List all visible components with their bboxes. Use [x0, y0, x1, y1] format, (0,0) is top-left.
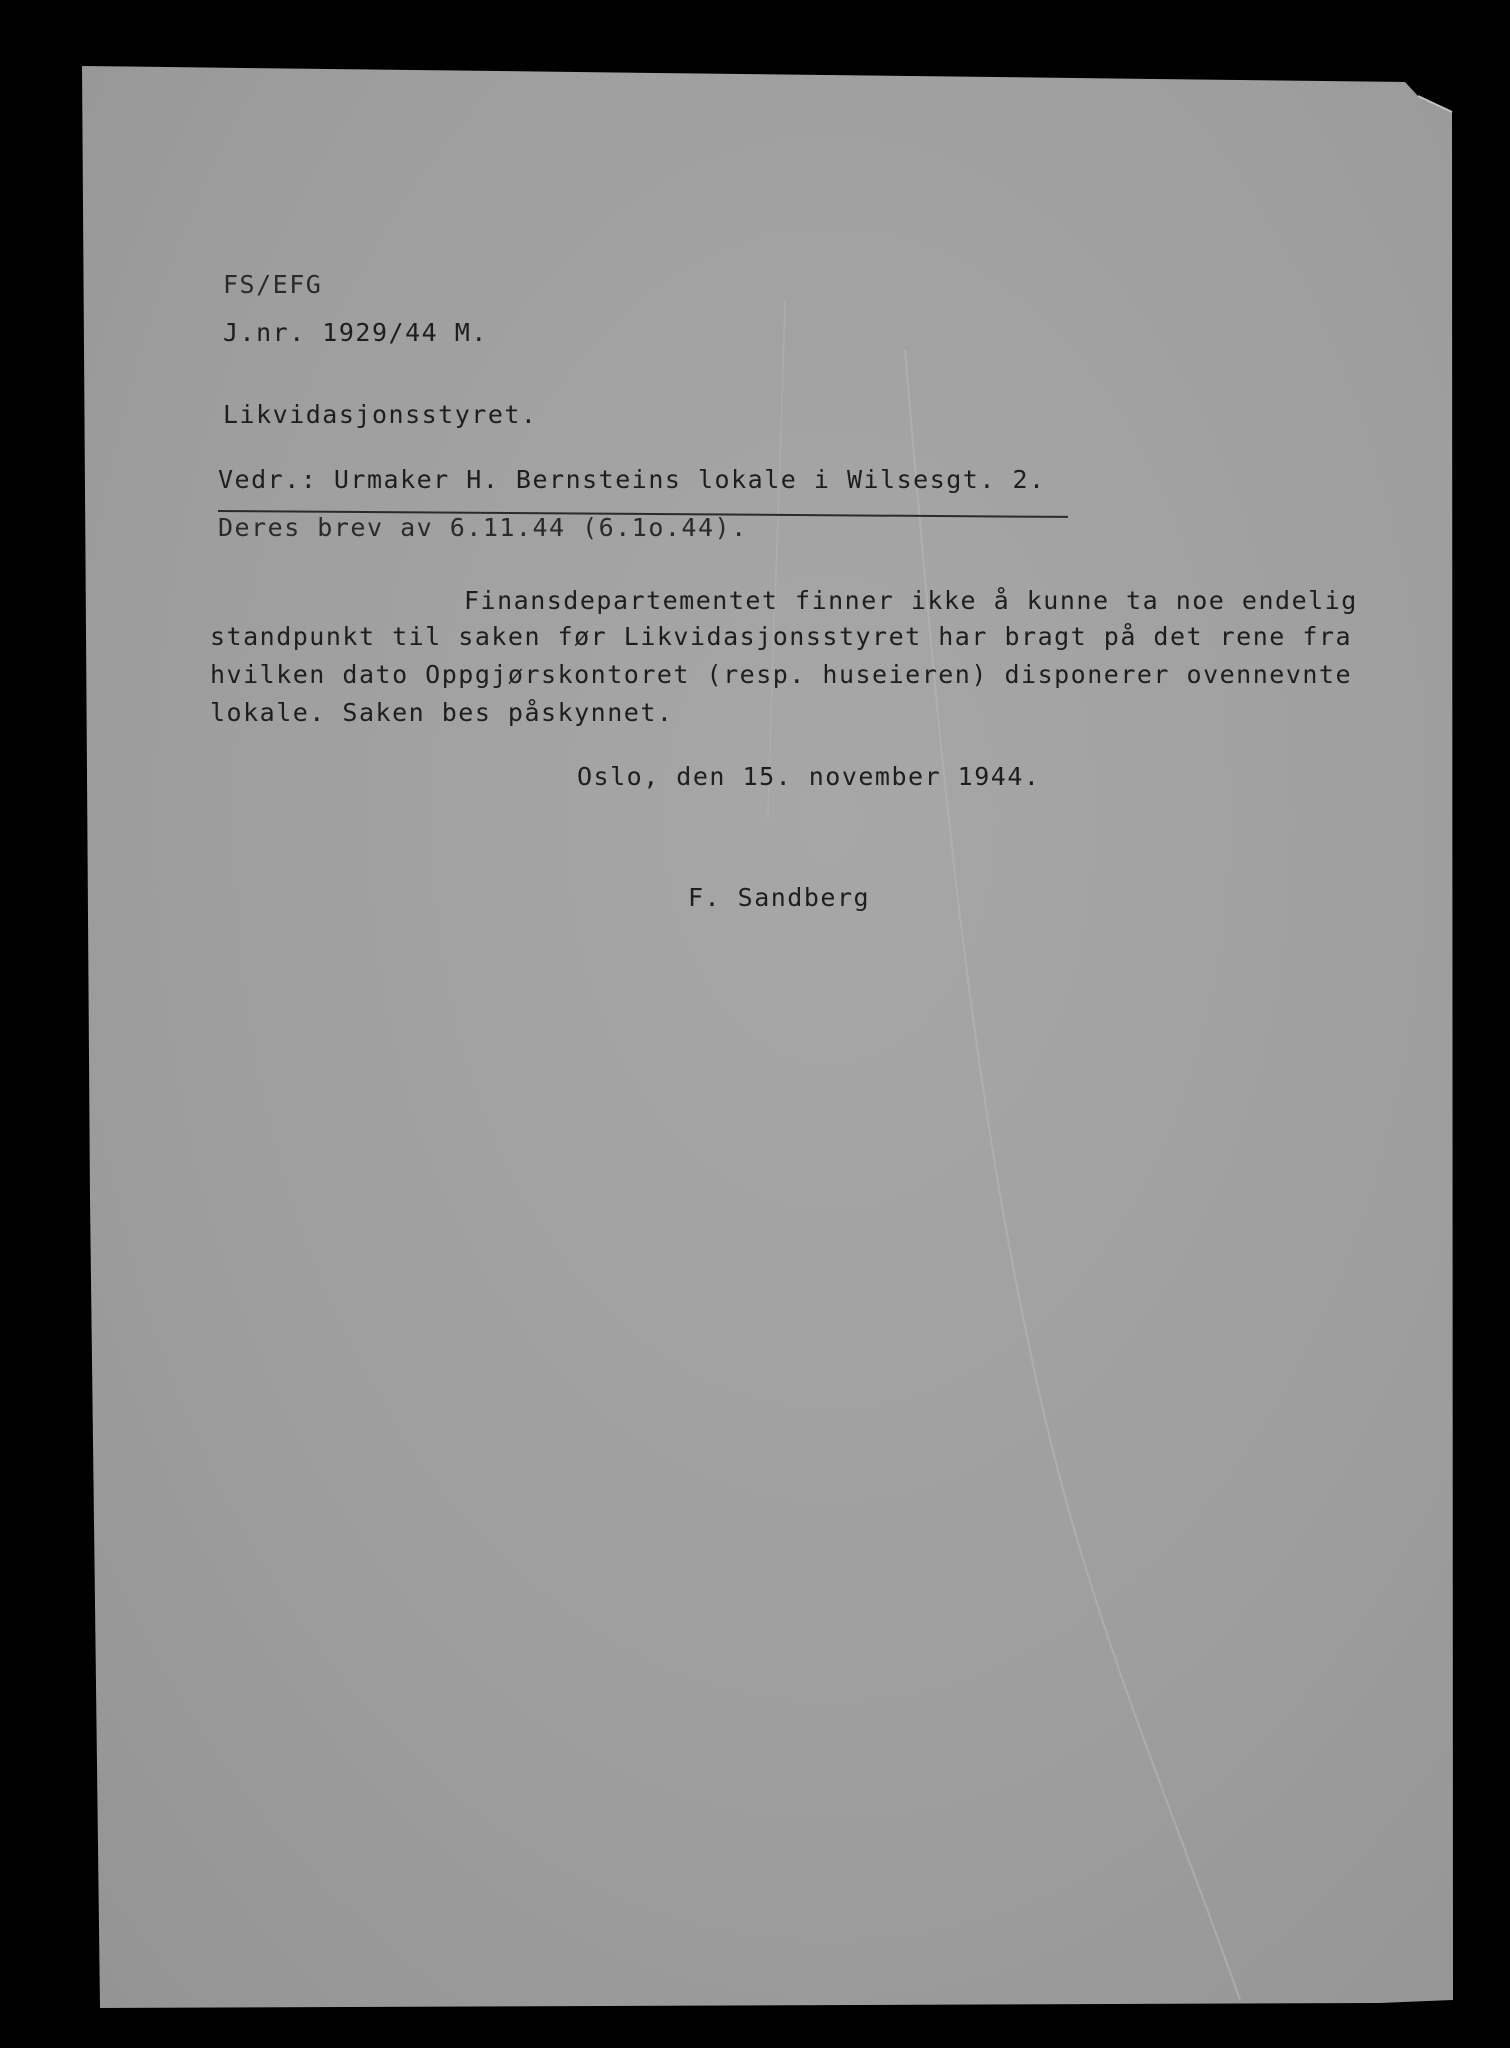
header-initials: FS/EFG: [223, 270, 323, 299]
signature: F. Sandberg: [688, 883, 871, 912]
journal-number: J.nr. 1929/44 M.: [223, 318, 488, 347]
subject-line: Vedr.: Urmaker H. Bernsteins lokale i Wilsesgt. 2.: [218, 465, 1046, 494]
body-line-3: hvilken dato Oppgjørskontoret (resp. huseieren) disponerer ovennevnte: [210, 660, 1353, 689]
date-line: Oslo, den 15. november 1944.: [577, 762, 1041, 791]
reference-letter: Deres brev av 6.11.44 (6.1o.44).: [218, 513, 748, 542]
body-line-2: standpunkt til saken før Likvidasjonsstyret har bragt på det rene fra: [210, 622, 1353, 651]
body-line-1: Finansdepartementet finner ikke å kunne ta noe endelig: [464, 586, 1358, 615]
body-line-4: lokale. Saken bes påskynnet.: [210, 698, 674, 727]
recipient: Likvidasjonsstyret.: [223, 400, 538, 429]
